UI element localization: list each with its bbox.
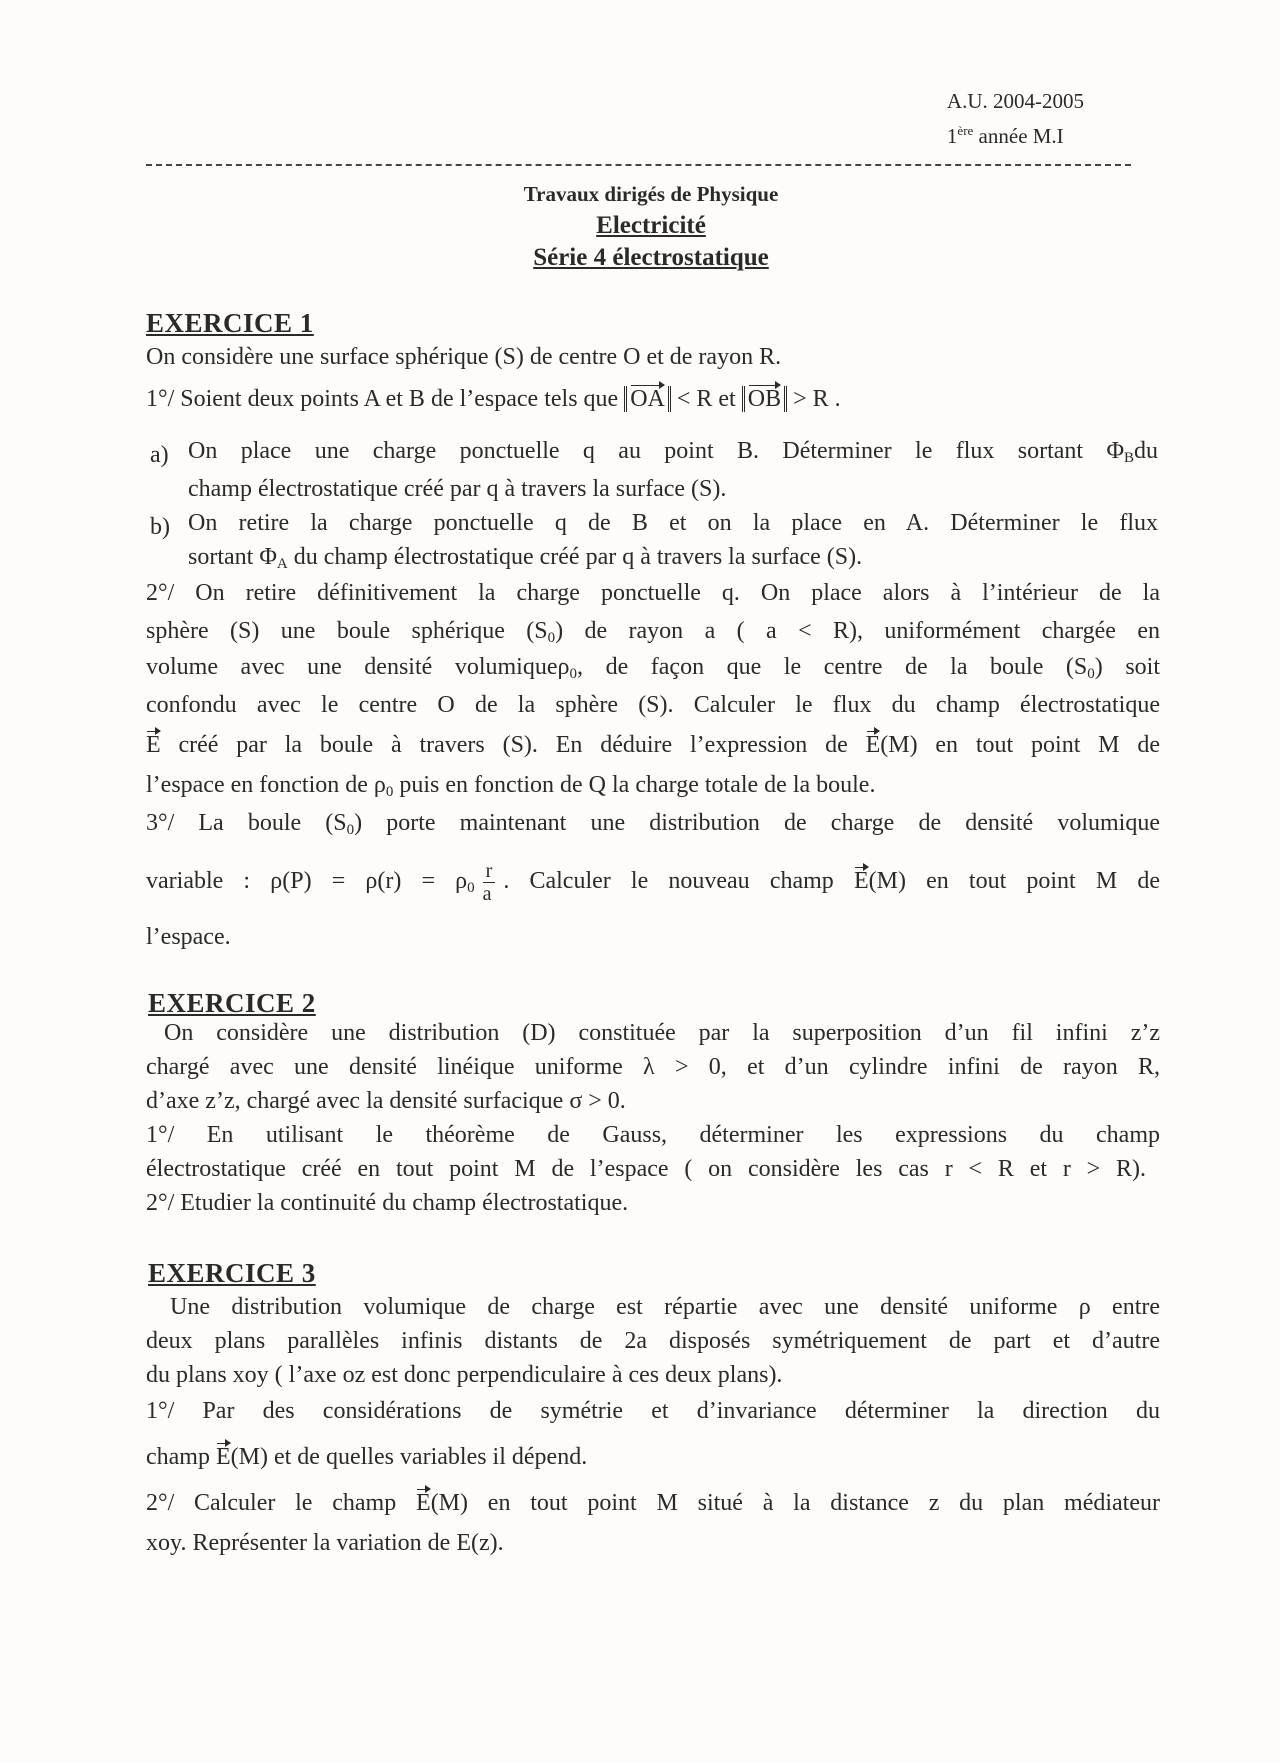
ex1-q2-line-3: volume avec une densité volumiqueρ$_0$, de façon que le centre de la boule $(S_0)$ soit: [146, 654, 1161, 682]
class-level: 1ère année M.I: [946, 123, 1064, 148]
title-line-3: Série 4 électrostatique: [533, 244, 769, 271]
ex1-a-line-2: champ électrostatique créé par q à travers la surface (S).: [188, 476, 727, 502]
ex1-b-line-2: sortant $\Phi_A$ du champ électrostatique créé par q à travers la surface (S).: [188, 544, 863, 572]
ex3-line-3: du plans xoy ( l’axe oz est donc perpendiculaire à ces deux plans).: [146, 1362, 783, 1388]
ex1-a-line-1: On place une charge ponctuelle q au point B. Déterminer le flux sortant $\Phi_Bdu$: [188, 438, 1158, 466]
ex2-line-1: On considère une distribution (D) constituée par la superposition d’un fil infini z’z: [164, 1020, 1160, 1046]
ex1-b-label: b): [150, 514, 170, 540]
exercise-3-title: EXERCICE 3: [148, 1258, 316, 1288]
fraction-r-over-a: $\frac{r}{a}$: [483, 860, 496, 905]
ex1-q2-line-4: confondu avec le centre O de la sphère (S). Calculer le flux du champ électrostatique: [146, 692, 1160, 718]
ex3-line-6: 2°/ Calculer le champ E(M) en tout point M situé à la distance z du plan médiateur: [146, 1490, 1160, 1516]
academic-year: A.U. 2004-2005: [946, 89, 1084, 113]
ex1-intro: On considère une surface sphérique (S) de centre O et de rayon R.: [146, 344, 782, 370]
ex1-q2-line-5: E créé par la boule à travers (S). En déduire l’expression de E(M) en tout point M de: [146, 732, 1160, 758]
ex3-line-2: deux plans parallèles infinis distants de 2a disposés symétriquement de part et d’autre: [146, 1328, 1160, 1354]
ex1-a-label: a): [150, 442, 169, 468]
ex1-b-line-1: On retire la charge ponctuelle q de B et on la place en A. Déterminer le flux: [188, 510, 1158, 536]
ex1-q3-line-3: l’espace.: [146, 924, 231, 950]
ex2-line-4: 1°/ En utilisant le théorème de Gauss, déterminer les expressions du champ: [146, 1122, 1160, 1148]
ex3-line-7: xoy. Représenter la variation de E(z).: [146, 1530, 504, 1556]
header-info: [947, 86, 1084, 151]
document-title: [0, 178, 1280, 274]
title-line-2: Electricité: [596, 212, 706, 239]
ex3-line-1: Une distribution volumique de charge est répartie avec une densité uniforme ρ entre: [170, 1294, 1160, 1320]
exercise-2-title: EXERCICE 2: [148, 988, 316, 1018]
title-line-1: Travaux dirigés de Physique: [523, 182, 779, 206]
separator-line: [146, 164, 1131, 166]
ex1-q3-line-1: 3°/ La boule $(S_0)$ porte maintenant une distribution de charge de densité volumique: [146, 810, 1160, 838]
ex1-question-1: 1°/ Soient deux points A et B de l’espace tels que OA < R et OB > R .: [146, 386, 841, 412]
ex1-q3-line-2: variable : $\rho(P) = \rho(r) = \rho_0$ $\frac{r}{a}$ . Calculer le nouveau champ E(M) en tout point M de: [146, 860, 1160, 905]
ex2-line-6: 2°/ Etudier la continuité du champ électrostatique.: [146, 1190, 629, 1216]
ex2-line-3: d’axe z’z, chargé avec la densité surfacique σ > 0.: [146, 1088, 626, 1114]
ex1-q2-line-2: sphère (S) une boule sphérique $(S_0)$ de rayon a ( a < R), uniformément chargée en: [146, 618, 1160, 646]
ex1-q2-line-1: 2°/ On retire définitivement la charge ponctuelle q. On place alors à l’intérieur de la: [146, 580, 1160, 606]
ex3-line-5: champ E(M) et de quelles variables il dépend.: [146, 1444, 588, 1470]
ex3-line-4: 1°/ Par des considérations de symétrie et d’invariance déterminer la direction du: [146, 1398, 1160, 1424]
ex2-line-5: électrostatique créé en tout point M de l’espace ( on considère les cas r < R et r > R).: [146, 1156, 1146, 1182]
ex1-q2-line-6: l’espace en fonction de $\rho_0$ puis en fonction de Q la charge totale de la boule.: [146, 772, 876, 800]
ex2-line-2: chargé avec une densité linéique uniforme λ > 0, et d’un cylindre infini de rayon R,: [146, 1054, 1160, 1080]
exercise-1-title: EXERCICE 1: [146, 308, 314, 338]
